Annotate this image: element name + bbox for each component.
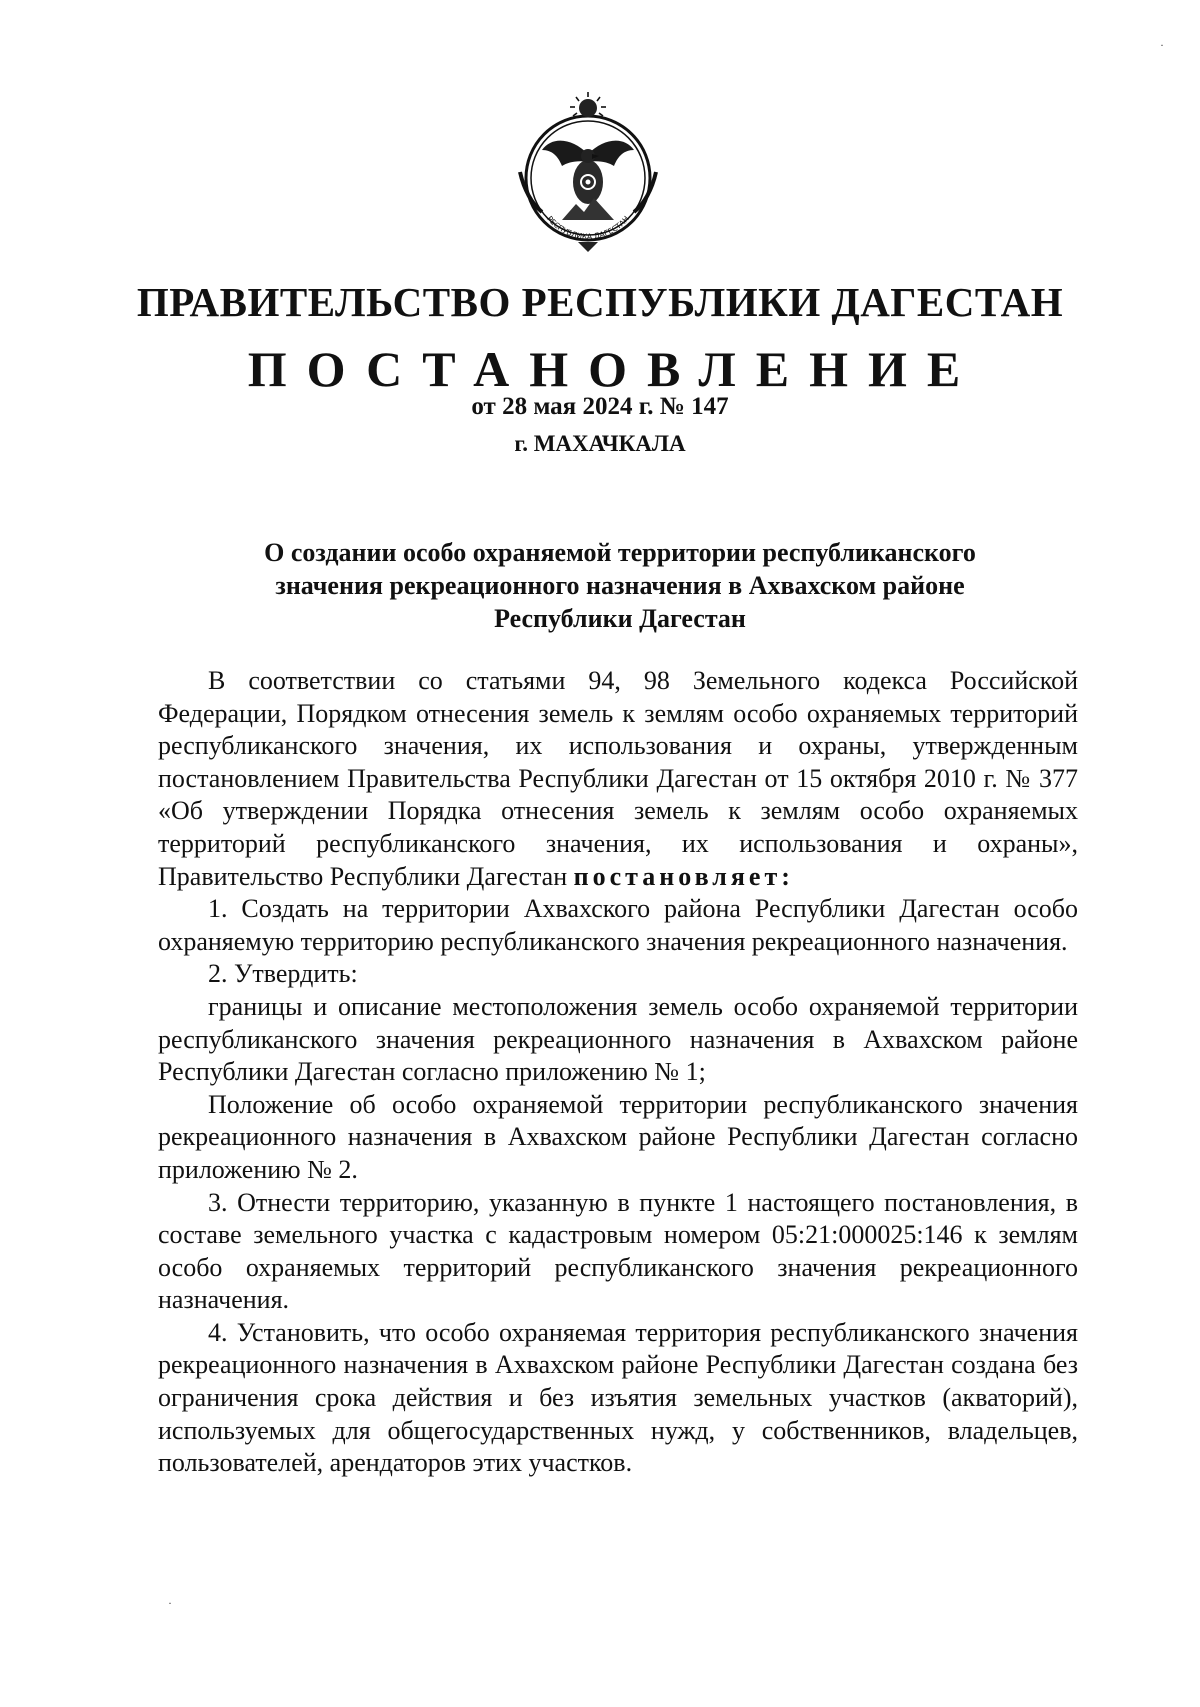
decree-city: г. МАХАЧКАЛА	[514, 431, 686, 456]
item-4: 4. Установить, что особо охраняемая территория республиканского значения рекреационного назначения в Ахвахском районе Республики Дагестан создана без ограничения срока действия и без изъятия земельных участков (акваторий), используемых для общегосударственных нужд, у собственников, владельцев, пользователей, арендаторов этих участков.	[158, 1317, 1078, 1478]
document-type: ПОСТАНОВЛЕНИЕ	[247, 341, 981, 397]
decree-date-number: от 28 мая 2024 г. № 147	[471, 393, 729, 420]
decree-body	[158, 665, 1078, 1480]
resolves-keyword: постановляет:	[573, 861, 794, 891]
title-line: О создании особо охраняемой территории республиканского	[264, 538, 976, 567]
decree-title	[160, 536, 1080, 635]
item-1: 1. Создать на территории Ахвахского района Республики Дагестан особо охраняемую территорию республиканского значения рекреационного назначения.	[158, 894, 1078, 956]
item-2-subparagraph-a: границы и описание местоположения земель особо охраняемой территории республиканского значения рекреационного назначения в Ахвахском районе Республики Дагестан согласно приложению № 1;	[158, 991, 1078, 1087]
preamble-text: В соответствии со статьями 94, 98 Земельного кодекса Российской Федерации, Порядком отнесения земель к землям особо охраняемых территорий республиканского значения, их использования и охраны, утвержденным постановлением Правительства Республики Дагестан от 15 октября 2010 г. № 377 «Об утверждении Порядка отнесения земель к землям особо охраняемых территорий республиканского значения, их использования и охраны», Правительство Республики Дагестан	[158, 666, 1078, 891]
title-line: Республики Дагестан	[494, 604, 746, 633]
scan-speck: ·	[1160, 38, 1164, 52]
scan-speck: ·	[168, 1596, 172, 1610]
government-name: ПРАВИТЕЛЬСТВО РЕСПУБЛИКИ ДАГЕСТАН	[136, 279, 1064, 325]
emblem-ring-text: РЕСПУБЛИКА ДАГЕСТАН	[545, 214, 631, 242]
title-line: значения рекреационного назначения в Ахвахском районе	[275, 571, 965, 600]
preamble-paragraph	[158, 665, 1078, 893]
coat-of-arms-emblem	[506, 92, 670, 256]
item-3: 3. Отнести территорию, указанную в пункте 1 настоящего постановления, в составе земельного участка с кадастровым номером 05:21:000025:146 к землям особо охраняемых территорий республиканского значения рекреационного назначения.	[158, 1187, 1078, 1315]
item-2: 2. Утвердить:	[208, 959, 358, 989]
item-2-subparagraph-b: Положение об особо охраняемой территории республиканского значения рекреационного назначения в Ахвахском районе Республики Дагестан согласно приложению № 2.	[158, 1089, 1078, 1184]
